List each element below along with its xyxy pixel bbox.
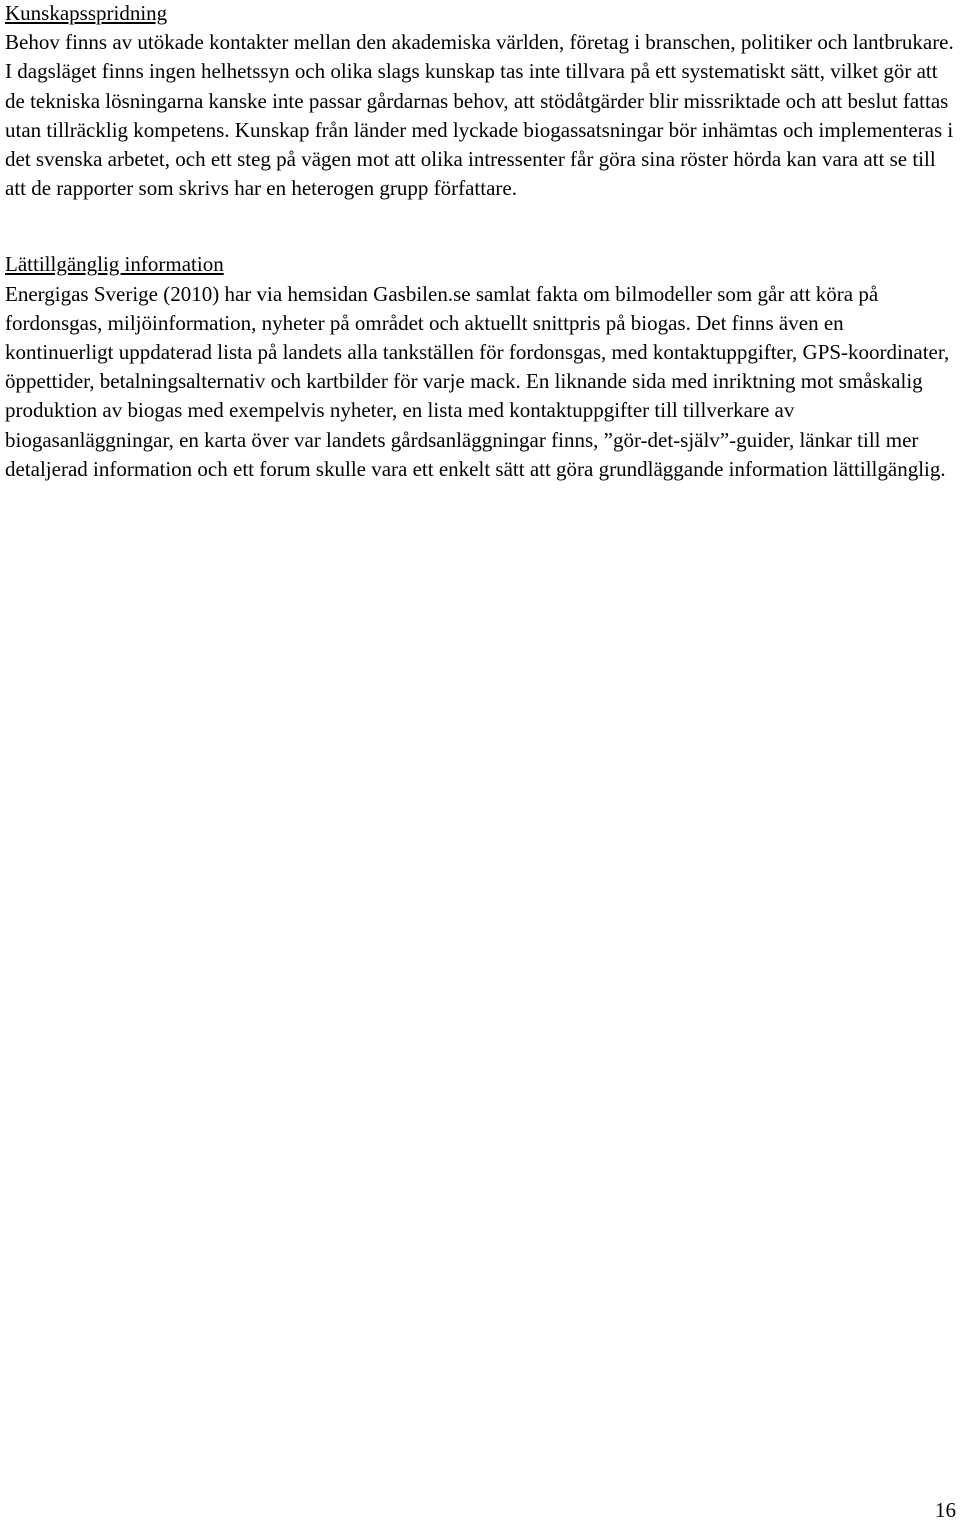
- section-lattillganglig-information: [5, 250, 955, 484]
- body-paragraph: Energigas Sverige (2010) har via hemsidan Gasbilen.se samlat fakta om bilmodeller som går att köra på fordonsgas, miljöinformation, nyheter på området och aktuellt snittpris på biogas. Det finns även en kontinuerligt uppdaterad lista på landets alla tankställen för fordonsgas, med kontaktuppgifter, GPS-koordinater, öppettider, betalningsalternativ och kartbilder för varje mack. En liknande sida med inriktning mot småskalig produktion av biogas med exempelvis nyheter, en lista med kontaktuppgifter till tillverkare av biogasanläggningar, en karta över var landets gårdsanläggningar finns, ”gör-det-själv”-guider, länkar till mer detaljerad information och ett forum skulle vara ett enkelt sätt att göra grundläggande information lättillgänglig.: [5, 281, 950, 481]
- section-kunskapsspridning: [5, 0, 955, 203]
- document-page: [5, 0, 955, 484]
- page-number: 16: [935, 1498, 956, 1522]
- section-heading: Lättillgänglig information: [5, 252, 224, 277]
- section-spacer: [5, 203, 955, 250]
- body-paragraph: Behov finns av utökade kontakter mellan den akademiska världen, företag i branschen, politiker och lantbrukare. I dagsläget finns ingen helhetssyn och olika slags kunskap tas inte tillvara på ett systematiskt sätt, vilket gör att de tekniska lösningarna kanske inte passar gårdarnas behov, att stödåtgärder blir missriktade och att beslut fattas utan tillräcklig kompetens. Kunskap från länder med lyckade biogassatsningar bör inhämtas och implementeras i det svenska arbetet, och ett steg på vägen mot att olika intressenter får göra sina röster hörda kan vara att se till att de rapporter som skrivs har en heterogen grupp författare.: [5, 30, 954, 201]
- section-heading: Kunskapsspridning: [5, 1, 168, 25]
